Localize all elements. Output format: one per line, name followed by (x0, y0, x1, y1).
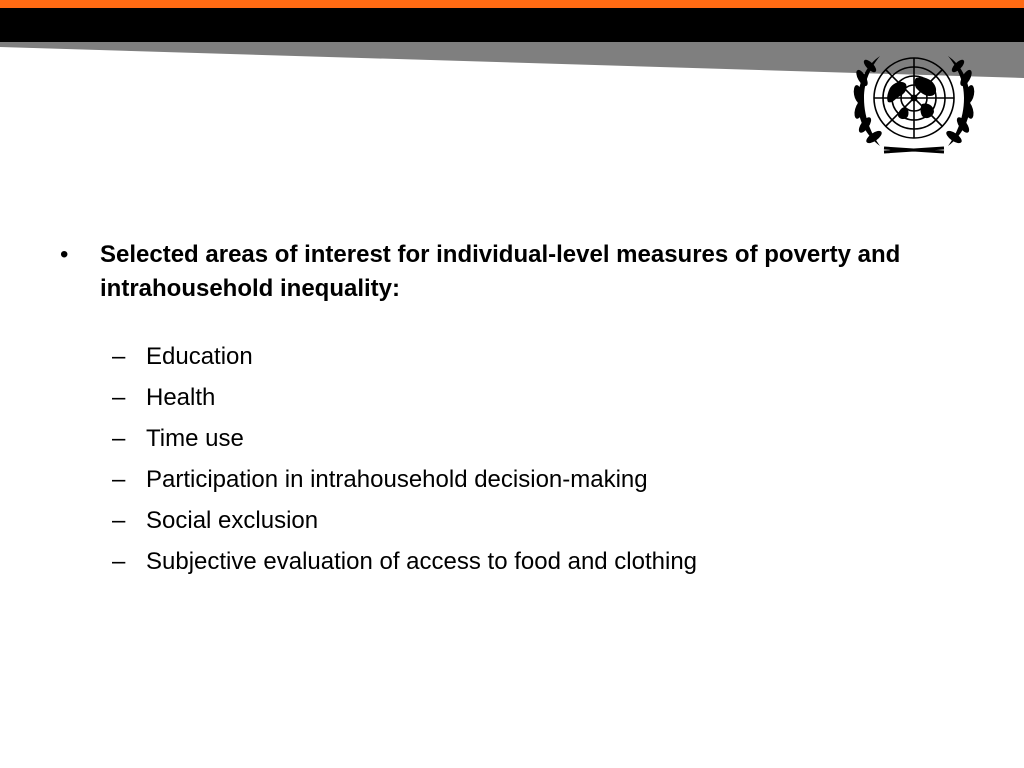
sub-bullet-text: Subjective evaluation of access to food and clothing (146, 548, 698, 575)
sub-bullet-text: Participation in intrahousehold decision-making (146, 466, 648, 493)
dash-marker: – (112, 466, 126, 493)
dash-marker: – (112, 425, 126, 452)
sub-bullet-item (112, 377, 940, 418)
dash-marker: – (112, 548, 126, 575)
slide-content (60, 238, 940, 582)
sub-bullet-text: Education (146, 343, 253, 370)
main-bullet-item (60, 238, 940, 306)
un-emblem-icon (850, 48, 978, 156)
sub-bullet-text: Social exclusion (146, 507, 319, 534)
header-orange-band (0, 0, 1024, 8)
sub-bullet-text: Time use (146, 425, 244, 452)
main-bullet-text: Selected areas of interest for individual-level measures of poverty and intrahousehold inequality: (100, 241, 901, 302)
sub-bullet-item (112, 418, 940, 459)
sub-bullet-item (112, 459, 940, 500)
sub-bullet-item (112, 500, 940, 541)
sub-bullet-item (112, 336, 940, 377)
dash-marker: – (112, 507, 126, 534)
bullet-marker: • (60, 241, 69, 268)
dash-marker: – (112, 343, 126, 370)
dash-marker: – (112, 384, 126, 411)
header-black-band (0, 8, 1024, 42)
sub-bullet-list (112, 336, 940, 582)
sub-bullet-item (112, 541, 940, 582)
sub-bullet-text: Health (146, 384, 216, 411)
